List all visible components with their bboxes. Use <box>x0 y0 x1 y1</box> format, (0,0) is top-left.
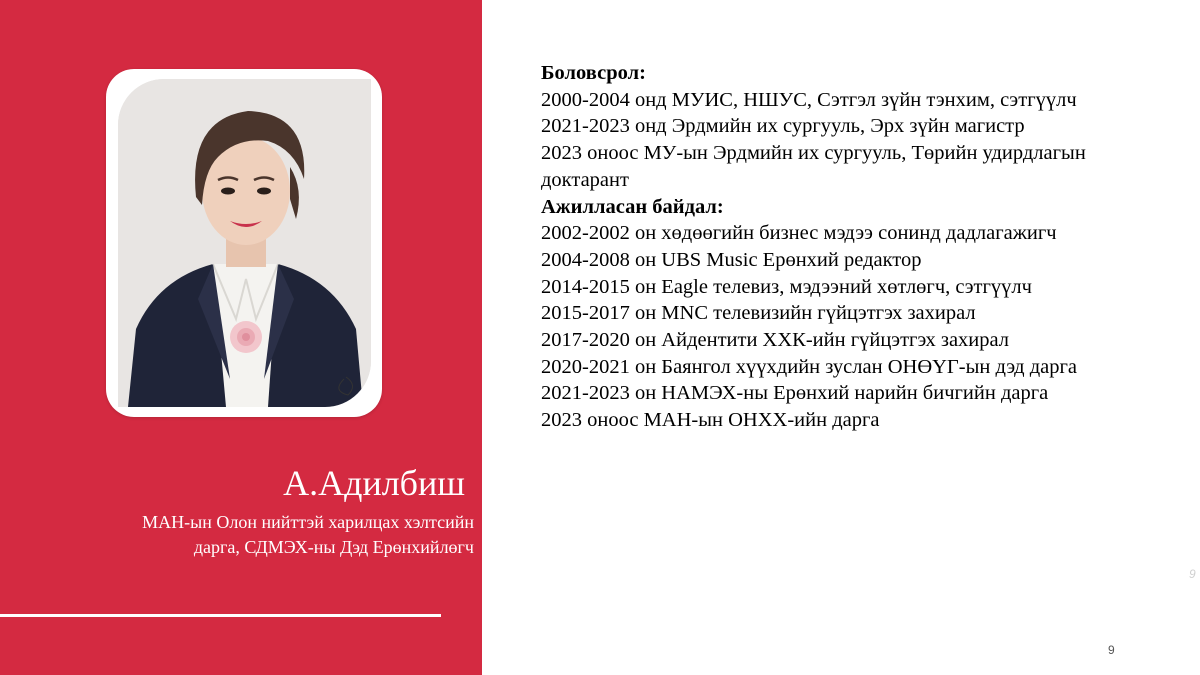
experience-item: 2017-2020 он Айдентити ХХК-ийн гүйцэтгэх захирал <box>541 329 1010 352</box>
person-title-line-1: МАН-ын Олон нийттэй харилцах хэлтсийн <box>142 512 474 532</box>
experience-item: 2023 оноос МАН-ын ОНХХ-ийн дарга <box>541 409 880 432</box>
education-item: 2021-2023 онд Эрдмийн их сургууль, Эрх зүйн магистр <box>541 115 1025 138</box>
experience-item: 2020-2021 он Баянгол хүүхдийн зуслан ОНӨҮГ-ын дэд дарга <box>541 355 1077 378</box>
education-item: 2000-2004 онд МУИС, НШУС, Сэтгэл зүйн тэнхим, сэтгүүлч <box>541 88 1077 111</box>
education-item: 2023 оноос МУ-ын Эрдмийн их сургууль, Төрийн удирдлагын доктарант <box>541 142 1086 191</box>
portrait-photo <box>118 79 371 407</box>
experience-item: 2021-2023 он НАМЭХ-ны Ерөнхий нарийн бичгийн дарга <box>541 382 1049 405</box>
portrait-illustration <box>118 79 371 407</box>
page-number: 9 <box>1108 643 1115 657</box>
experience-item: 2002-2002 он хөдөөгийн бизнес мэдээ сонинд дадлагажигч <box>541 222 1057 245</box>
photo-frame <box>106 69 382 417</box>
experience-item: 2004-2008 он UBS Music Ерөнхий редактор <box>541 248 922 271</box>
bio-content <box>541 60 1171 434</box>
experience-item: 2015-2017 он MNC телевизийн гүйцэтгэх захирал <box>541 302 976 325</box>
divider-line <box>0 614 441 617</box>
person-name: А.Адилбиш <box>283 463 465 503</box>
experience-item: 2014-2015 он Eagle телевиз, мэдээний хөтлөгч, сэтгүүлч <box>541 275 1032 298</box>
person-title-line-2: дарга, СДМЭХ-ны Дэд Ерөнхийлөгч <box>193 537 474 557</box>
page-number-ghost: 9 <box>1189 567 1196 581</box>
experience-heading: Ажилласан байдал: <box>541 195 724 218</box>
education-heading: Боловсрол: <box>541 62 646 84</box>
left-panel <box>0 0 482 675</box>
person-title <box>0 510 474 560</box>
